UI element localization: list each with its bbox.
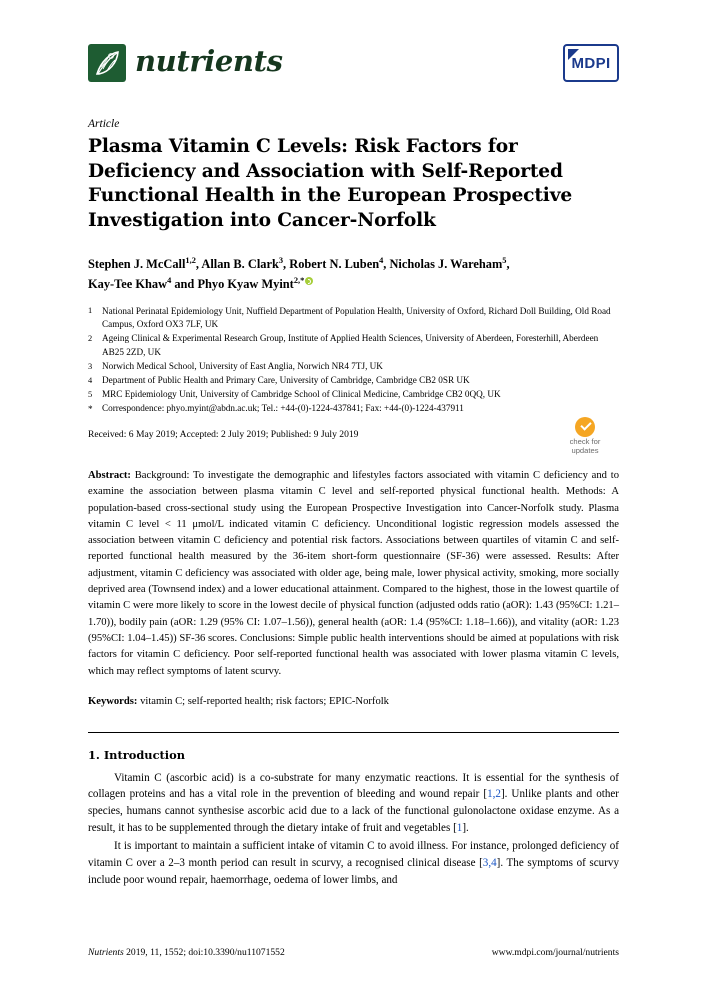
abstract — [88, 468, 619, 680]
author-name: Nicholas J. Wareham — [389, 257, 503, 271]
keywords — [88, 694, 619, 710]
footer-journal-name: Nutrients — [88, 947, 124, 958]
article-type: Article — [88, 118, 120, 130]
paragraph-1-part-b: ]. Unlike plants and other species, humans cannot synthesise ascorbic acid due to a lack of the functional gulonolactone oxidase enzyme. As a result, it has to be supplemented through the dietary intake of fruit and vegetables [ — [88, 788, 619, 834]
author-affiliation-marker: 2,* — [293, 276, 305, 286]
author-name: Robert N. Luben — [289, 257, 380, 271]
affiliation-text: Department of Public Health and Primary Care, University of Cambridge, Cambridge CB2 0SR UK — [102, 375, 470, 386]
author-name: Phyo Kyaw Myint — [197, 277, 294, 292]
citation-link-2[interactable]: 1 — [456, 821, 463, 834]
correspondence-item — [88, 402, 619, 416]
paragraph-1 — [88, 770, 619, 837]
section-divider — [88, 732, 619, 733]
affiliation-item — [88, 388, 619, 402]
keywords-label: Keywords: — [88, 695, 138, 707]
footer-doi: 2019, 11, 1552; doi:10.3390/nu11071552 — [123, 947, 285, 958]
affiliation-number: 4 — [88, 375, 93, 385]
masthead — [88, 44, 619, 102]
citation-link-1[interactable]: 1,2 — [487, 788, 501, 801]
dates-row — [88, 429, 619, 455]
affiliation-number: 3 — [88, 361, 93, 371]
publication-dates: Received: 6 May 2019; Accepted: 2 July 2019; Published: 9 July 2019 — [88, 429, 359, 441]
affiliation-number: 2 — [88, 333, 93, 343]
author[interactable] — [88, 277, 171, 291]
author-affiliation-marker: 4 — [379, 255, 384, 265]
page-footer — [88, 947, 619, 958]
author-affiliation-marker: 5 — [502, 255, 507, 265]
affiliation-item — [88, 374, 619, 388]
author[interactable] — [197, 277, 304, 291]
author[interactable] — [289, 257, 383, 271]
badge-line-2: updates — [571, 446, 599, 456]
correspondence-marker: * — [88, 403, 93, 414]
paragraph-2-part-a: It is important to maintain a sufficient intake of vitamin C to avoid illness. For instance, prolonged deficiency of vitamin C over a 2–3 month period can result in scurvy, a recognised clinical disease [ — [88, 840, 619, 870]
author-name: Allan B. Clark — [201, 257, 279, 271]
check-for-updates-badge[interactable] — [551, 417, 619, 455]
author-name: Kay-Tee Khaw — [88, 277, 168, 292]
paragraph-1-part-c: ]. — [462, 821, 469, 834]
paragraph-2-part-b: ]. The symptoms of scurvy include poor wound repair, haemorrhage, oedema of lower limbs, and — [88, 857, 619, 886]
footer-url[interactable]: www.mdpi.com/journal/nutrients — [491, 947, 619, 958]
check-shield-icon — [575, 417, 595, 437]
correspondence-text[interactable]: Correspondence: phyo.myint@abdn.ac.uk; Tel.: +44-(0)-1224-437841; Fax: +44-(0)-1224-437911 — [102, 403, 464, 414]
keywords-text: vitamin C; self-reported health; risk factors; EPIC-Norfolk — [137, 695, 389, 707]
affiliation-text: National Perinatal Epidemiology Unit, Nuffield Department of Population Health, University of Oxford, Richard Doll Building, Old Road Campus, Oxford OX3 7LF, UK — [102, 305, 611, 330]
author-affiliation-marker: 1,2 — [185, 255, 196, 265]
publisher-logo[interactable] — [563, 44, 619, 82]
abstract-label: Abstract: — [88, 469, 131, 481]
affiliation-item — [88, 360, 619, 374]
abstract-text: Background: To investigate the demographic and lifestyles factors associated with vitamin C deficiency and to examine the association between plasma vitamin C level and self-reported physical functional health. Methods: A population-based cross-sectional study using the European Prospective Investigation into Cancer-Norfolk study. Plasma vitamin C level < 11 μmol/L indicated vitamin C deficiency. Unconditional logistic regression models assessed the association between vitamin C deficiency and potential risk factors. Associations between quartiles of vitamin C and self-reported functional health measured by the 36-item short-form questionnaire (SF-36) were assessed. Results: After adjustment, vitamin C deficiency was associated with older age, being male, lower physical activity, smoking, more socially deprived area (Townsend index) and a lower educational attainment. Compared to the highest, those in the lowest quartile of vitamin C were more likely to score in the lowest decile of physical function (adjusted odds ratio (aOR): 1.43 (95%CI: 1.21–1.70)), bodily pain (aOR: 1.29 (95% CI: 1.07–1.56)), general health (aOR: 1.4 (95%CI: 1.18–1.66)), and vitality (aOR: 1.23 (95%CI: 1.04–1.45)) SF-36 scores. Conclusions: Simple public health interventions should be aimed at populations with risk factors for vitamin C deficiency. Poor self-reported functional health was associated with lower plasma vitamin C levels, which may reflect symptoms of latent scurvy. — [88, 469, 619, 677]
section-heading-introduction: 1. Introduction — [88, 747, 185, 762]
author[interactable] — [201, 257, 283, 271]
paragraph-2 — [88, 838, 619, 888]
footer-citation — [88, 947, 285, 958]
author-affiliation-marker: 3 — [278, 255, 284, 265]
affiliation-text: MRC Epidemiology Unit, University of Cambridge School of Clinical Medicine, Cambridge CB2 0QQ, UK — [102, 389, 501, 400]
affiliation-text: Norwich Medical School, University of East Anglia, Norwich NR4 7TJ, UK — [102, 361, 383, 371]
affiliation-list — [88, 305, 619, 417]
affiliation-number: 5 — [88, 389, 93, 399]
affiliation-number: 1 — [88, 306, 93, 316]
affiliation-text: Ageing Clinical & Experimental Research Group, Institute of Applied Health Sciences, University of Aberdeen, Foresterhill, Aberdeen AB25 2ZD, UK — [102, 333, 599, 357]
affiliation-item — [88, 305, 619, 332]
page-title: Plasma Vitamin C Levels: Risk Factors for Deficiency and Association with Self-Reported Functional Health in the European Prospective Investigation into Cancer-Norfolk — [88, 136, 573, 232]
paragraph-1-part-a: Vitamin C (ascorbic acid) is a co-substrate for many enzymatic reactions. It is essential for the synthesis of collagen proteins and has a vital role in the prevention of bleeding and wound repair [ — [88, 771, 619, 801]
leaf-icon — [88, 44, 126, 82]
citation-link-3[interactable]: 3,4 — [482, 857, 497, 870]
badge-line-1: check for — [569, 437, 601, 447]
affiliation-item — [88, 332, 619, 359]
author[interactable] — [389, 257, 506, 271]
author-list: Stephen J. McCall$^{1,2}$, Allan B. Clark$^3$, Robert N. Luben$^4$, Nicholas J. Wareham$^5$, Kay-Tee Khaw$^4$ and Phyo Kyaw Myint$^{2,*}$ — [88, 255, 510, 292]
orcid-icon[interactable] — [305, 277, 313, 285]
author-affiliation-marker: 4 — [167, 276, 172, 286]
author[interactable] — [88, 257, 196, 271]
publisher-label: MDPI — [571, 54, 611, 72]
journal-name: nutrients — [135, 44, 283, 78]
author-name: Stephen J. McCall — [88, 257, 186, 271]
journal-logo[interactable] — [88, 44, 283, 82]
